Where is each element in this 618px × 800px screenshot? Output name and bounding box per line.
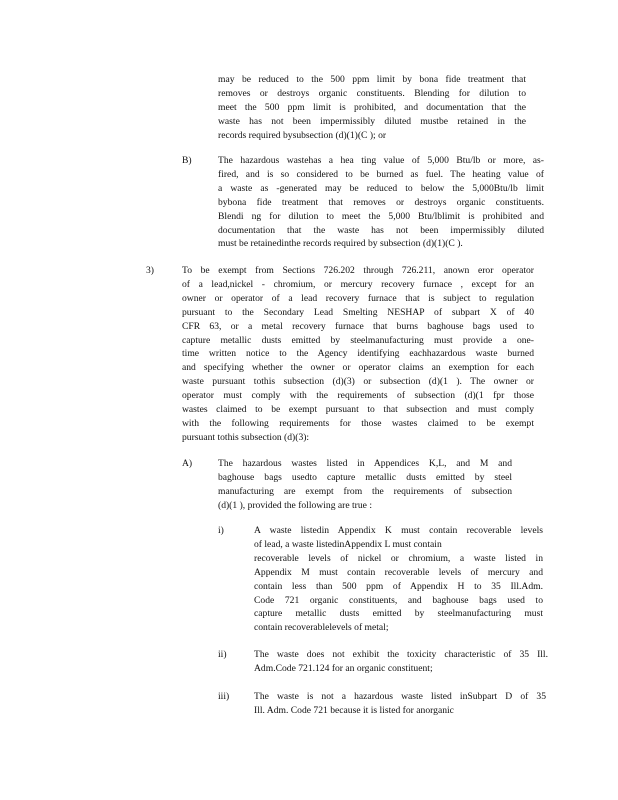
text-line: operator must comply with the requirements of subsection (d)(1 fpr those	[182, 390, 534, 402]
text-line: a waste as -generated may be reduced to below the 5,000Btu/lb limit	[218, 182, 544, 194]
text-line: Ill. Adm. Code 721 because it is listed for anorganic	[254, 704, 454, 716]
item-b-label: B)	[182, 155, 192, 166]
text-line: bybona fide treatment that removes or destroys organic constituents.	[218, 196, 544, 208]
text-line: meet the 500 ppm limit is prohibited, and documentation that the	[218, 101, 526, 113]
text-line: documentation that the waste has not been impermissibly diluted	[218, 224, 544, 236]
item-a-label: A)	[182, 458, 193, 469]
text-line: must be retainedinthe records required by subsection (d)(1)(C ).	[218, 238, 463, 250]
text-line: wastes claimed to be exempt pursuant to that subsection and must comply	[182, 404, 534, 416]
text-line: contain less than 500 ppm of Appendix H to 35 Ill.Adm.	[254, 580, 543, 592]
text-line: with the following requirements for those wastes claimed to be exempt	[182, 417, 534, 429]
text-line: fired, and is so considered to be burned as fuel. The heating value of	[218, 168, 544, 180]
text-line: pursuant tothis subsection (d)(3):	[182, 431, 310, 443]
text-line: Appendix M must contain recoverable levels of mercury and	[254, 566, 543, 578]
text-line: Blendi ng for dilution to meet the 5,000 Btu/lblimit is prohibited and	[218, 210, 544, 222]
continuation-paragraph	[218, 73, 526, 143]
text-line: manufacturing are exempt from the requirements of subsection	[218, 485, 512, 497]
text-line: The hazardous wastehas a hea ting value of 5,000 Btu/lb or more, as-	[218, 155, 544, 166]
item-iii-paragraph	[254, 690, 546, 718]
text-line: baghouse bags usedto capture metallic dusts emitted by steel	[218, 471, 512, 483]
text-line: waste pursuant tothis subsection (d)(3) or subsection (d)(1 ). The owner or	[182, 376, 534, 388]
text-line: To be exempt from Sections 726.202 through 726.211, anown eror operator	[182, 265, 534, 276]
text-line: waste has not been impermissibly diluted mustbe retained in the	[218, 115, 526, 127]
text-line: time written notice to the Agency identifying eachhazardous waste burned	[182, 348, 534, 360]
text-line: may be reduced to the 500 ppm limit by bona fide treatment that	[218, 74, 526, 85]
text-line: pursuant to the Secondary Lead Smelting NESHAP of subpart X of 40	[182, 306, 534, 318]
text-line: A waste listedin Appendix K must contain recoverable levels	[254, 525, 543, 536]
text-line: contain recoverablelevels of metal;	[254, 622, 389, 634]
item-iii-label: iii)	[218, 691, 230, 702]
text-line: records required bysubsection (d)(1)(C ); or	[218, 129, 387, 141]
text-line: recoverable levels of nickel or chromium, a waste listed in	[254, 552, 543, 564]
item-ii-label: ii)	[218, 649, 227, 660]
item-3-paragraph	[182, 264, 534, 445]
item-3-label: 3)	[146, 265, 154, 276]
text-line: The hazardous wastes listed in Appendices K,L, and M and	[218, 458, 512, 469]
text-line: Code 721 organic constituents, and baghouse bags used to	[254, 594, 543, 606]
text-line: (d)(1 ), provided the following are true :	[218, 499, 372, 511]
text-line: The waste does not exhibit the toxicity characteristic of 35 Ill.	[254, 649, 548, 660]
text-line: Adm.Code 721.124 for an organic constituent;	[254, 662, 433, 674]
text-line: CFR 63, or a metal recovery furnace that burns baghouse bags used to	[182, 320, 534, 332]
text-line: removes or destroys organic constituents. Blending for dilution to	[218, 87, 526, 99]
text-line: of a lead,nickel - chromium, or mercury recovery furnace , except for an	[182, 278, 534, 290]
text-line: capture metallic dusts emitted by steelmanufacturing must provide a one-	[182, 334, 534, 346]
text-line: The waste is not a hazardous waste listed inSubpart D of 35	[254, 691, 546, 702]
text-line: of lead, a waste listedinAppendix L must contain	[254, 538, 442, 550]
item-b-paragraph	[218, 154, 544, 251]
item-a-paragraph	[218, 457, 512, 513]
text-line: and specifying whether the owner or operator claims an exemption for each	[182, 362, 534, 374]
item-ii-paragraph	[254, 648, 548, 676]
item-i-label: i)	[218, 525, 224, 536]
text-line: capture metallic dusts emitted by steelmanufacturing must	[254, 608, 543, 620]
text-line: owner or operator of a lead recovery furnace that is subject to regulation	[182, 292, 534, 304]
item-i-paragraph	[254, 524, 543, 635]
